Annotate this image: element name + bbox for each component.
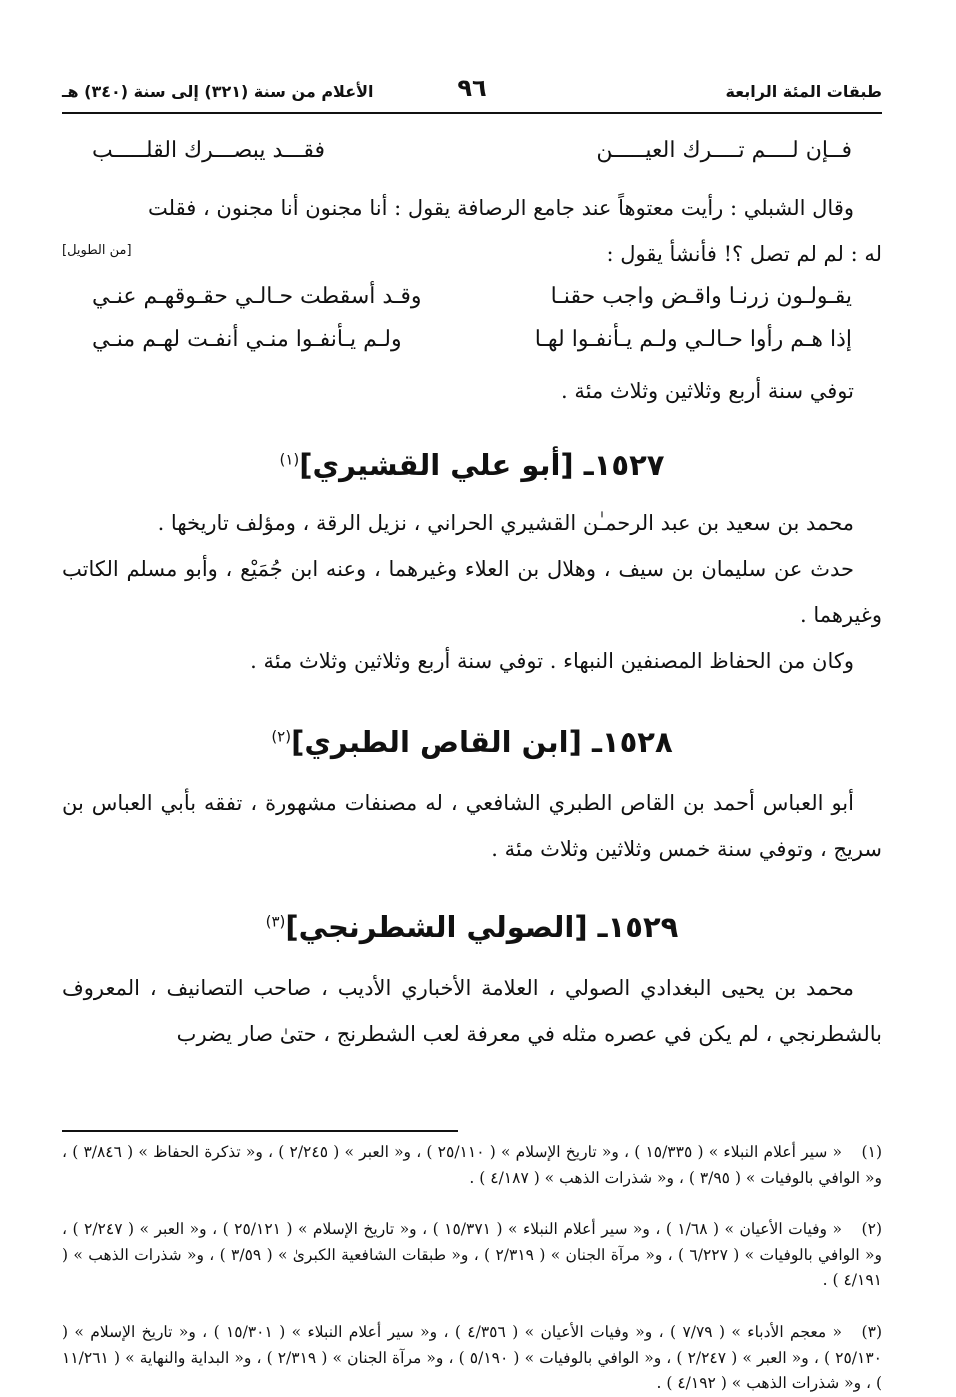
entry-1527-para-3: وكان من الحفاظ المصنفين النبهاء . توفي سنة أربع وثلاثين وثلاث مئة . bbox=[250, 649, 854, 673]
poem-line-1-left: وقـد أسقطت حـالـي حقـوقهـم عنـي bbox=[92, 284, 422, 309]
entry-title-1528 bbox=[62, 725, 882, 759]
entry-1527-para-1: محمد بن سعيد بن عبد الرحمـٰن القشيري الحراني ، نزيل الرقة ، ومؤلف تاريخها . bbox=[157, 511, 854, 535]
footnote-text: « سير أعلام النبلاء » ( ١٥/٣٣٥ ) ، و« تاريخ الإسلام » ( ٢٥/١١٠ ) ، و« العبر » ( ٢/٢٤٥ ) ، و« تذكرة الحفاظ » ( ٣/٨٤٦ ) ، و« الوافي بالوفيات » ( ٣/٩٥ ) ، و« شذرات الذهب » ( ٤/١٨٧ ) . bbox=[62, 1143, 882, 1187]
entry-title-text: ١٥٢٨ـ [ابن القاص الطبري] bbox=[291, 725, 673, 759]
footnote-number: (٣) bbox=[861, 1323, 882, 1341]
verse-hemistich-right: فــإن لــــم تــــرك العيـــــن bbox=[596, 138, 852, 163]
poem-line-2-left: ولـم يـأنفـوا منـي أنفـت لهـم منـي bbox=[92, 327, 402, 352]
intro-line-2: له : لم لم تصل ؟! فأنشأ يقول : bbox=[606, 242, 882, 266]
footnote-separator bbox=[62, 1130, 458, 1132]
footnote-2 bbox=[62, 1217, 882, 1294]
book-page bbox=[62, 70, 882, 1391]
poem-line-2-right: إذا هـم رأوا حـالـي ولـم يـأنفـوا لهـا bbox=[534, 327, 852, 352]
footnote-number: (١) bbox=[861, 1143, 882, 1161]
page-number: ٩٦ bbox=[457, 74, 487, 102]
footnote-ref[interactable]: (٣) bbox=[265, 912, 286, 931]
entry-1527-para-2: حدث عن سليمان بن سيف ، وهلال بن العلاء وغيرهما ، وعنه ابن جُمَيْع ، وأبو مسلم الكاتب وغيرهما . bbox=[62, 557, 882, 627]
footnote-3 bbox=[62, 1320, 882, 1397]
intro-line-1: وقال الشبلي : رأيت معتوهاً عند جامع الرصافة يقول : أنا مجنون أنا مجنون ، فقلت bbox=[148, 196, 854, 220]
death-note: توفي سنة أربع وثلاثين وثلاث مئة . bbox=[561, 379, 854, 403]
entry-1528-para-1: أبو العباس أحمد بن القاص الطبري الشافعي ، له مصنفات مشهورة ، تفقه بأبي العباس بن سريج ، وتوفي سنة خمس وثلاثين وثلاث مئة . bbox=[62, 791, 882, 861]
header-section-title: طبقات المئة الرابعة bbox=[725, 82, 882, 101]
entry-title-1529 bbox=[62, 910, 882, 944]
footnote-ref[interactable]: (١) bbox=[279, 450, 300, 469]
meter-label: [من الطويل] bbox=[62, 243, 132, 258]
entry-title-text: ١٥٢٩ـ [الصولي الشطرنجي] bbox=[285, 910, 679, 944]
footnote-text: « معجم الأدباء » ( ٧/٧٩ ) ، و« وفيات الأعيان » ( ٤/٣٥٦ ) ، و« سير أعلام النبلاء » ( ١٥/٣٠١ ) ، و« تاريخ الإسلام » ( ٢٥/١٣٠ ) ، و« العبر » ( ٢/٢٤٧ ) ، و« الوافي بالوفيات » ( ٥/١٩٠ ) ، و« مرآة الجنان » ( ٢/٣١٩ ) ، و« البداية والنهاية » ( ١١/٢٦١ ) ، و« شذرات الذهب » ( ٤/١٩٢ ) . bbox=[62, 1323, 882, 1392]
footnote-1 bbox=[62, 1140, 882, 1191]
entry-title-text: ١٥٢٧ـ [أبو علي القشيري] bbox=[299, 448, 665, 482]
footnote-number: (٢) bbox=[861, 1220, 882, 1238]
footnote-ref[interactable]: (٢) bbox=[271, 727, 292, 746]
running-header bbox=[62, 70, 882, 114]
verse-hemistich-left: فقـــد يبصـــرك القلـــــب bbox=[92, 138, 326, 163]
entry-title-1527 bbox=[62, 448, 882, 482]
poem-line-1-right: يقـولـون زرنـا واقـض واجب حقنـا bbox=[550, 284, 852, 309]
entry-1529-para-1: محمد بن يحيى البغدادي الصولي ، العلامة الأخباري الأديب ، صاحب التصانيف ، المعروف بالشطرنجي ، لم يكن في عصره مثله في معرفة لعب الشطرنج ، حتىٰ صار يضرب bbox=[62, 976, 882, 1046]
footnote-text: « وفيات الأعيان » ( ١/٦٨ ) ، و« سير أعلام النبلاء » ( ١٥/٣٧١ ) ، و« تاريخ الإسلام » ( ٢٥/١٢١ ) ، و« العبر » ( ٢/٢٤٧ ) ، و« الوافي بالوفيات » ( ٦/٢٢٧ ) ، و« مرآة الجنان » ( ٢/٣١٩ ) ، و« طبقات الشافعية الكبرىٰ » ( ٣/٥٩ ) ، و« شذرات الذهب » ( ٤/١٩١ ) . bbox=[62, 1220, 882, 1289]
header-range: الأعلام من سنة (٣٢١) إلى سنة (٣٤٠) هـ bbox=[62, 82, 374, 101]
